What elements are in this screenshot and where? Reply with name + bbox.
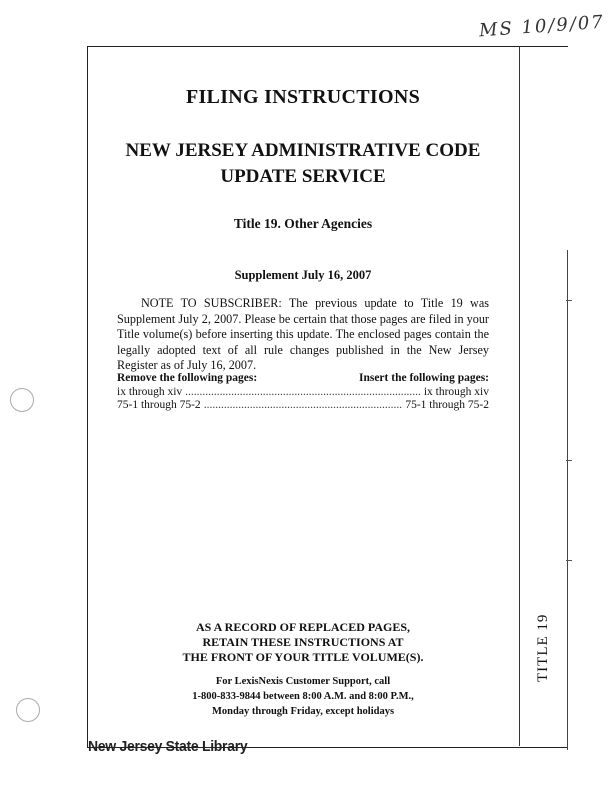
edge-tick — [566, 560, 572, 561]
edge-tick — [566, 460, 572, 461]
record-notice — [87, 620, 519, 665]
pages-table-header — [117, 372, 489, 386]
edge-tick — [566, 300, 572, 301]
table-row — [117, 399, 489, 413]
record-notice-line: RETAIN THESE INSTRUCTIONS AT — [202, 635, 404, 649]
handwritten-initials: MS 10/9/07 — [478, 11, 606, 42]
contact-line: 1-800-833-9844 between 8:00 A.M. and 8:00 P.M., — [192, 691, 414, 702]
leader-dots — [185, 386, 421, 400]
pages-table — [117, 372, 489, 413]
record-notice-line: AS A RECORD OF REPLACED PAGES, — [195, 620, 411, 634]
remove-pages: ix through xiv — [117, 385, 183, 398]
customer-support-info — [87, 674, 519, 719]
service-line-1: NEW JERSEY ADMINISTRATIVE CODE — [125, 140, 481, 161]
page-title: FILING INSTRUCTIONS — [185, 86, 421, 108]
library-stamp: New Jersey State Library — [88, 737, 248, 755]
leader-dots — [204, 399, 403, 413]
tab-divider-rule — [519, 46, 520, 746]
punch-hole-icon — [10, 388, 34, 412]
title-name: Title 19. Other Agencies — [233, 216, 373, 231]
service-heading — [87, 138, 519, 190]
record-notice-line: THE FRONT OF YOUR TITLE VOLUME(S). — [182, 650, 424, 664]
insert-pages: ix through xiv — [423, 385, 489, 398]
service-line-2: UPDATE SERVICE — [220, 166, 386, 187]
contact-line: For LexisNexis Customer Support, call — [215, 676, 391, 687]
remove-header: Remove the following pages: — [117, 372, 258, 384]
supplement-date: Supplement July 16, 2007 — [234, 268, 372, 282]
table-row — [117, 386, 489, 400]
subscriber-note: NOTE TO SUBSCRIBER: The previous update to Title 19 was Supplement July 2, 2007. Please be certain that those pages are filed in your Title volume(s) before inserting this update. The enclosed pages contain the legally adopted text of all rule changes published in the New Jersey Register as of July 16, 2007. — [117, 296, 489, 372]
remove-pages: 75-1 through 75-2 — [117, 399, 201, 411]
contact-line: Monday through Friday, except holidays — [211, 706, 395, 717]
insert-header: Insert the following pages: — [358, 372, 489, 384]
punch-hole-icon — [16, 698, 40, 722]
page-edge-rule — [567, 250, 568, 750]
insert-pages: 75-1 through 75-2 — [405, 399, 489, 411]
side-tab-label: TITLE 19 — [535, 613, 551, 682]
